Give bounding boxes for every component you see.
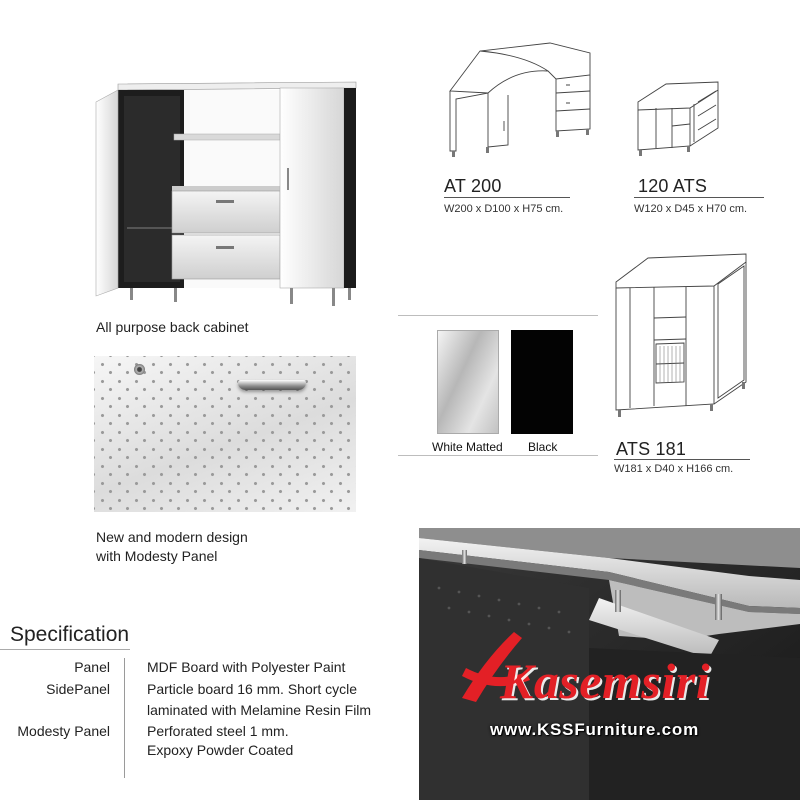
- cabinet-caption: All purpose back cabinet: [96, 319, 249, 335]
- spec-value-modesty-panel-cont: Expoxy Powder Coated: [147, 742, 294, 758]
- spec-value-sidepanel: Particle board 16 mm. Short cycle: [147, 681, 358, 697]
- specification-heading: Specification: [10, 623, 130, 646]
- model-title-120ats: 120 ATS: [638, 176, 708, 196]
- model-dims-ats181: W181 x D40 x H166 cm.: [614, 463, 734, 475]
- spec-label-modesty-panel: Modesty Panel: [17, 723, 110, 739]
- white-matted-label: White Matted: [432, 440, 503, 454]
- ats120-diagram: [632, 64, 732, 164]
- white-matted-swatch: [437, 330, 499, 434]
- model-title-ats181: ATS 181: [616, 439, 687, 459]
- model-dims-120ats: W120 x D45 x H70 cm.: [634, 203, 748, 215]
- model-title-at200: AT 200: [444, 176, 502, 196]
- spec-column-divider: [124, 658, 125, 778]
- model-underline: [614, 459, 750, 460]
- modesty-panel-photo: [94, 356, 356, 512]
- model-underline: [634, 197, 764, 198]
- brand-url: www.KSSFurniture.com: [490, 720, 700, 739]
- divider: [398, 455, 598, 456]
- black-label: Black: [528, 440, 558, 454]
- spec-divider: [0, 649, 130, 650]
- modesty-caption-line2: with Modesty Panel: [96, 548, 218, 564]
- spec-label-sidepanel: SidePanel: [46, 681, 110, 697]
- cabinet-photo: [94, 78, 364, 308]
- model-dims-at200: W200 x D100 x H75 cm.: [444, 203, 564, 215]
- spec-value-sidepanel-cont: laminated with Melamine Resin Film: [147, 702, 372, 718]
- spec-value-modesty-panel: Perforated steel 1 mm.: [147, 723, 289, 739]
- spec-value-panel: MDF Board with Polyester Paint: [147, 659, 346, 675]
- brand-name: Kasemsiri: [500, 653, 711, 709]
- divider: [398, 315, 598, 316]
- spec-label-panel: Panel: [74, 659, 110, 675]
- lock-icon: [134, 364, 145, 375]
- black-swatch: [511, 330, 573, 434]
- modesty-caption-line1: New and modern design: [96, 529, 248, 545]
- ats181-diagram: [610, 232, 760, 422]
- handle-icon: [238, 380, 306, 390]
- model-underline: [444, 197, 570, 198]
- at200-diagram: [444, 35, 604, 165]
